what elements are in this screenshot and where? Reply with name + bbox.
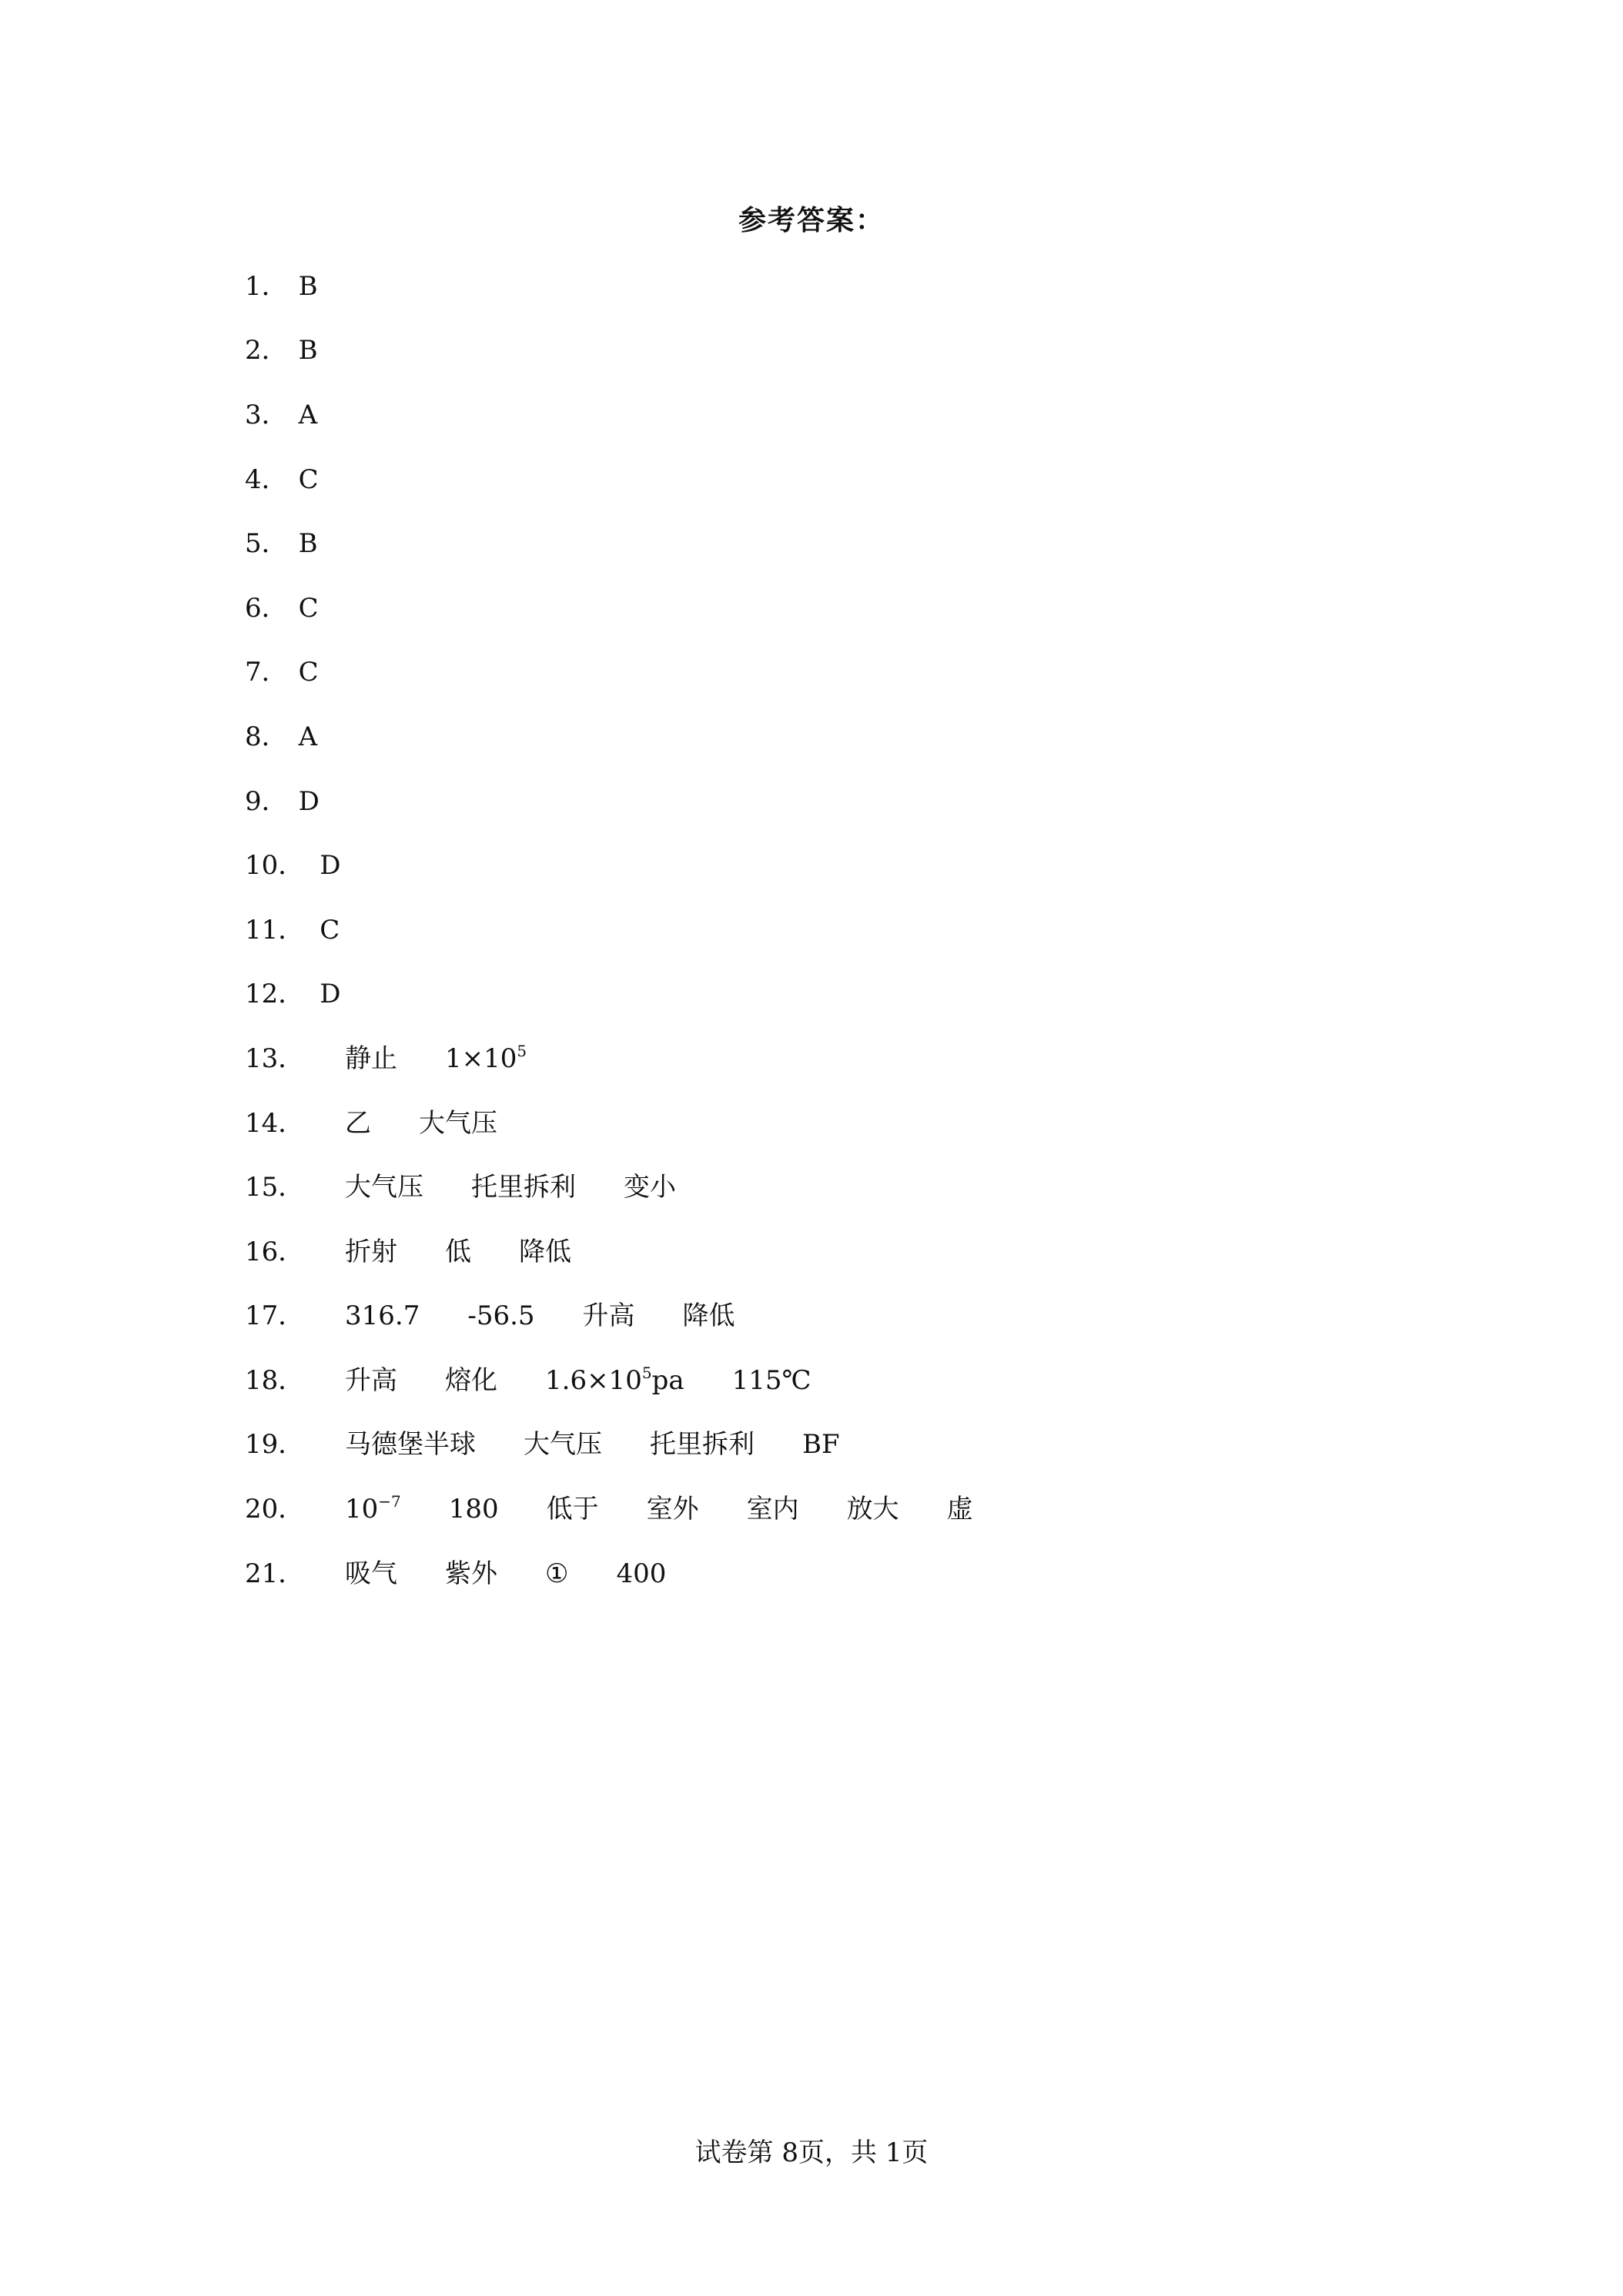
question-number: 14．	[245, 1107, 305, 1139]
answer-value: B	[298, 270, 318, 302]
answer-row	[245, 833, 1477, 898]
blank-answer: 放大	[846, 1494, 899, 1525]
answer-row	[245, 1091, 1477, 1156]
blank-answer: 托里拆利	[471, 1172, 576, 1203]
blank-answer: 折射	[345, 1236, 397, 1267]
question-number: 7．	[245, 657, 288, 688]
blank-answer: 紫外	[445, 1558, 497, 1589]
blank-answer: 升高	[345, 1364, 397, 1396]
blank-answer: 115℃	[731, 1364, 812, 1396]
blank-answer: 室内	[746, 1494, 799, 1525]
blank-answer: 大气压	[345, 1172, 423, 1203]
blank-answer: 低于	[546, 1494, 599, 1525]
blank-answer: 熔化	[445, 1364, 497, 1396]
question-number: 9．	[245, 785, 288, 817]
question-number: 19．	[245, 1429, 305, 1461]
question-number: 11．	[245, 914, 305, 946]
answer-row	[245, 1541, 1477, 1606]
answer-row	[245, 1477, 1477, 1541]
blank-answer: 升高	[582, 1300, 635, 1332]
blank-answer: 静止	[345, 1043, 397, 1074]
question-number: 10．	[245, 850, 305, 882]
answer-row	[245, 511, 1477, 576]
answer-value: B	[298, 335, 318, 366]
blank-answer: 400	[616, 1558, 667, 1589]
answer-value: C	[298, 592, 319, 624]
blank-answer: 吸气	[345, 1558, 397, 1589]
answer-value: D	[320, 979, 341, 1010]
superscript: 5	[641, 1363, 652, 1382]
answer-row	[245, 576, 1477, 641]
question-number: 3．	[245, 399, 288, 430]
answer-row	[245, 898, 1477, 962]
answer-row	[245, 1220, 1477, 1284]
question-number: 6．	[245, 592, 288, 624]
blank-answer: 大气压	[419, 1107, 497, 1139]
answer-row	[245, 447, 1477, 512]
answer-value: D	[320, 850, 341, 882]
answer-value: A	[298, 399, 318, 430]
blank-answer: BF	[802, 1429, 840, 1461]
blank-answer: 大气压	[524, 1429, 602, 1461]
answer-value: C	[298, 464, 319, 495]
blank-answer: 托里拆利	[650, 1429, 755, 1461]
answer-list	[245, 254, 1477, 1605]
answer-row	[245, 1026, 1477, 1091]
blank-answer: 变小	[624, 1172, 676, 1203]
question-number: 1．	[245, 270, 288, 302]
question-number: 17．	[245, 1300, 305, 1332]
question-number: 2．	[245, 335, 288, 366]
question-number: 16．	[245, 1236, 305, 1267]
answer-value: C	[320, 914, 340, 946]
blank-answer: -56.5	[467, 1300, 535, 1332]
answer-value: B	[298, 528, 318, 560]
answer-row	[245, 1284, 1477, 1349]
blank-answer: 低	[445, 1236, 471, 1267]
blank-answer: 虚	[946, 1494, 973, 1525]
answer-row	[245, 319, 1477, 383]
blank-answer: $1.6\times 10^5pa$	[545, 1363, 684, 1396]
blank-answer: 316.7	[345, 1300, 420, 1332]
answer-row	[245, 769, 1477, 834]
question-number: 4．	[245, 464, 288, 495]
answer-row	[245, 962, 1477, 1027]
answer-value: A	[298, 721, 318, 752]
blank-answer: 马德堡半球	[345, 1429, 476, 1461]
question-number: 20．	[245, 1494, 305, 1525]
blank-answer: 室外	[646, 1494, 699, 1525]
blank-answer: $10^{-7}$	[345, 1492, 401, 1525]
answer-value: D	[298, 785, 320, 817]
question-number: 12．	[245, 979, 305, 1010]
superscript: −7	[378, 1492, 401, 1511]
question-number: 21．	[245, 1558, 305, 1589]
answer-row	[245, 1348, 1477, 1413]
question-number: 5．	[245, 528, 288, 560]
answer-row	[245, 254, 1477, 319]
answer-row	[245, 1155, 1477, 1220]
blank-answer: 降低	[682, 1300, 735, 1332]
blank-answer: 180	[448, 1494, 499, 1525]
page-footer: 试卷第 8页，共 1页	[694, 2137, 929, 2168]
page-title: 参考答案：	[738, 205, 885, 236]
blank-answer: $1\times 10^5$	[445, 1041, 527, 1074]
answer-value: C	[298, 657, 319, 688]
blank-answer: 降低	[519, 1236, 571, 1267]
answer-row	[245, 641, 1477, 705]
answer-row	[245, 1413, 1477, 1478]
question-number: 8．	[245, 721, 288, 752]
blank-answer: 乙	[345, 1107, 371, 1139]
answer-row	[245, 705, 1477, 769]
question-number: 15．	[245, 1172, 305, 1203]
blank-answer: ①	[545, 1558, 569, 1589]
superscript: 5	[517, 1041, 527, 1060]
question-number: 18．	[245, 1364, 305, 1396]
answer-row	[245, 383, 1477, 447]
question-number: 13．	[245, 1043, 305, 1074]
